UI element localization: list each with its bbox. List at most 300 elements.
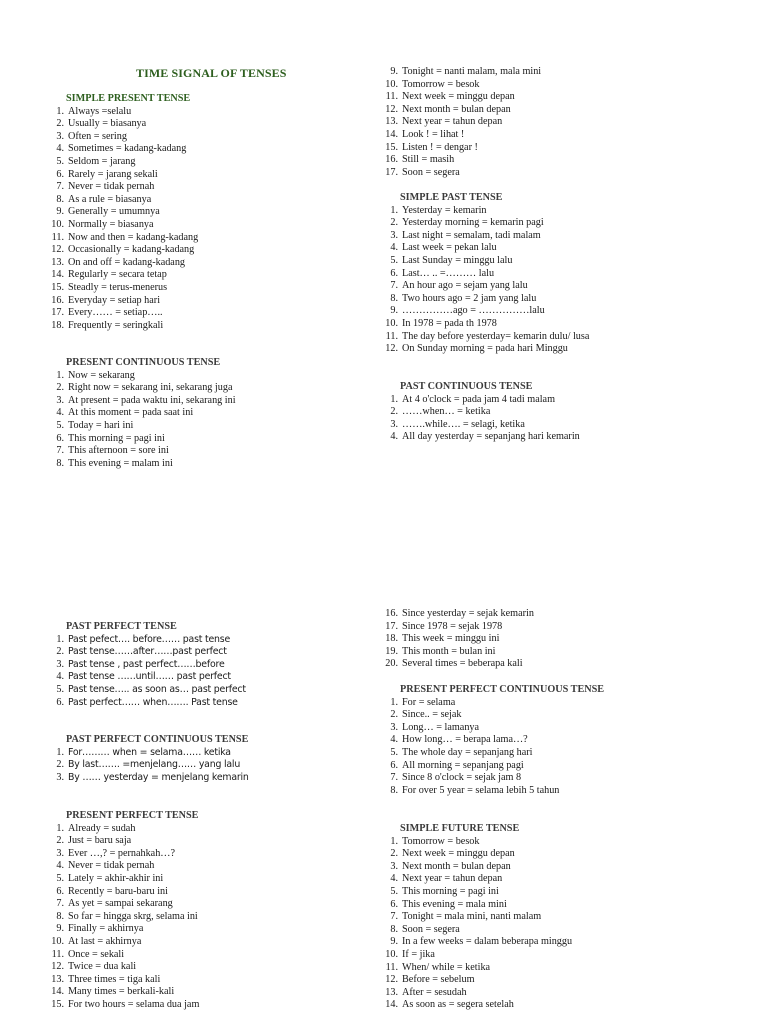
item-number: 4.	[390, 242, 398, 254]
item-text: Now and then = kadang-kadang	[68, 231, 199, 243]
list-item	[382, 936, 572, 949]
item-number: 15.	[385, 141, 398, 153]
item-text: At this moment = pada saat ini	[68, 407, 194, 419]
list-item	[48, 923, 199, 936]
item-number: 14.	[385, 128, 398, 140]
item-number: 1.	[390, 696, 398, 708]
item-number: 2.	[390, 848, 398, 860]
item-text: All day yesterday = sepanjang hari kemarin	[402, 431, 580, 443]
section-heading: SIMPLE PRESENT TENSE	[66, 93, 191, 104]
list-item	[48, 194, 198, 207]
item-number: 18.	[51, 319, 64, 331]
item-text: At present = pada waktu ini, sekarang ini	[68, 394, 236, 406]
item-text: ……………ago = ……………lalu	[402, 305, 545, 317]
item-text: An hour ago = sejam yang lalu	[402, 280, 528, 292]
item-number: 3.	[390, 721, 398, 733]
list-item	[382, 230, 589, 243]
item-number: 6.	[56, 885, 64, 897]
item-text: The whole day = sepanjang hari	[402, 746, 533, 758]
item-number: 2.	[56, 118, 64, 130]
section-simple-present	[48, 93, 198, 332]
list-item	[382, 999, 572, 1012]
item-text: All morning = sepanjang pagi	[402, 759, 524, 771]
item-number: 10.	[51, 935, 64, 947]
item-text: Still = masih	[402, 154, 455, 166]
item-text: Next week = minggu depan	[402, 848, 515, 860]
item-text: Last night = semalam, tadi malam	[402, 229, 541, 241]
item-text: Sometimes = kadang-kadang	[68, 143, 187, 155]
item-text: Since 1978 = sejak 1978	[402, 620, 503, 632]
list-item	[48, 295, 198, 308]
item-number: 16.	[385, 608, 398, 619]
list-item	[48, 974, 199, 987]
item-number: 3.	[56, 130, 64, 142]
list-item	[48, 671, 246, 684]
list-item	[382, 760, 604, 773]
list-item	[48, 169, 198, 182]
item-text: Once = sekali	[68, 948, 125, 960]
item-number: 2.	[56, 382, 64, 394]
item-number: 2.	[390, 709, 398, 721]
list-item	[48, 835, 199, 848]
item-number: 7.	[56, 181, 64, 193]
item-text: By last……. =menjelang…… yang lalu	[68, 759, 241, 771]
item-text: Just = baru saja	[68, 835, 132, 847]
item-text: Past tense……after……past perfect	[68, 646, 227, 658]
item-text: Finally = akhirnya	[68, 923, 144, 935]
list-item	[48, 244, 198, 257]
list-item	[382, 305, 589, 318]
list-item	[48, 156, 198, 169]
list-item	[48, 911, 199, 924]
item-number: 3.	[56, 394, 64, 406]
item-number: 10.	[385, 948, 398, 960]
list-item	[382, 836, 572, 849]
item-number: 13.	[51, 256, 64, 268]
item-number: 4.	[56, 407, 64, 419]
list-item	[382, 962, 572, 975]
item-text: On and off = kadang-kadang	[68, 256, 186, 268]
item-text: Right now = sekarang ini, sekarang juga	[68, 382, 233, 394]
item-number: 5.	[56, 155, 64, 167]
item-number: 9.	[390, 305, 398, 317]
list-item	[382, 142, 541, 155]
item-text: Soon = segera	[402, 923, 460, 935]
list-item	[382, 293, 589, 306]
item-number: 1.	[56, 105, 64, 117]
list-item	[382, 394, 580, 407]
list-item	[382, 658, 534, 671]
list-item	[48, 873, 199, 886]
item-number: 13.	[385, 116, 398, 128]
item-text: Past tense , past perfect……before	[68, 658, 225, 670]
section-present-continuous	[48, 357, 236, 470]
item-number: 5.	[56, 419, 64, 431]
section-heading: PAST PERFECT TENSE	[66, 621, 177, 632]
item-text: Tonight = mala mini, nanti malam	[402, 911, 542, 923]
list-item	[48, 106, 198, 119]
item-number: 18.	[385, 633, 398, 645]
list-item	[382, 331, 589, 344]
list-item	[382, 911, 572, 924]
list-item	[382, 621, 534, 634]
item-number: 11.	[385, 330, 398, 342]
item-text: Regularly = secara tetap	[68, 269, 167, 281]
list-item	[382, 268, 589, 281]
tense-list	[382, 608, 534, 671]
item-number: 12.	[385, 103, 398, 115]
list-item	[48, 949, 199, 962]
item-text: If = jika	[402, 948, 435, 960]
list-item	[48, 232, 198, 245]
list-item	[48, 886, 199, 899]
item-text: Next year = tahun depan	[402, 873, 503, 885]
item-text: In 1978 = pada th 1978	[402, 317, 497, 329]
list-item	[382, 899, 572, 912]
item-text: How long… = berapa lama…?	[402, 734, 528, 746]
list-item	[48, 181, 198, 194]
item-text: On Sunday morning = pada hari Minggu	[402, 343, 568, 355]
item-text: Next year = tahun depan	[402, 116, 503, 128]
item-number: 4.	[390, 734, 398, 746]
item-text: This evening = mala mini	[402, 898, 507, 910]
item-text: Never = tidak pernah	[68, 181, 155, 193]
list-item	[382, 974, 572, 987]
item-text: Listen ! = dengar !	[402, 141, 478, 153]
item-number: 10.	[51, 218, 64, 230]
list-item	[48, 131, 198, 144]
list-item	[382, 343, 589, 356]
item-number: 10.	[385, 78, 398, 90]
item-number: 20.	[385, 658, 398, 670]
item-number: 19.	[385, 645, 398, 657]
list-item	[48, 407, 236, 420]
list-item	[382, 772, 604, 785]
item-text: For over 5 year = selama lebih 5 tahun	[402, 784, 560, 796]
item-number: 1.	[390, 835, 398, 847]
item-number: 2.	[56, 759, 64, 771]
list-item	[48, 986, 199, 999]
item-text: So far = hingga skrg, selama ini	[68, 910, 198, 922]
list-item	[382, 722, 604, 735]
item-text: Last… .. =……… lalu	[402, 267, 495, 279]
item-number: 17.	[385, 620, 398, 632]
page-title: TIME SIGNAL OF TENSES	[136, 66, 287, 80]
item-number: 1.	[56, 746, 64, 758]
item-number: 8.	[390, 292, 398, 304]
item-number: 3.	[390, 229, 398, 241]
list-item	[48, 143, 198, 156]
list-item	[382, 280, 589, 293]
list-item	[382, 785, 604, 798]
list-item	[382, 205, 589, 218]
list-item	[48, 445, 236, 458]
item-text: By …… yesterday = menjelang kemarin	[68, 771, 249, 783]
section-heading: PRESENT PERFECT TENSE	[66, 810, 199, 821]
item-text: Already = sudah	[68, 822, 136, 834]
item-number: 1.	[56, 369, 64, 381]
item-number: 5.	[390, 885, 398, 897]
item-number: 5.	[390, 254, 398, 266]
item-number: 6.	[56, 432, 64, 444]
list-item	[382, 848, 572, 861]
item-text: Next month = bulan depan	[402, 103, 511, 115]
item-number: 2.	[56, 646, 64, 658]
item-number: 1.	[56, 633, 64, 645]
item-number: 17.	[385, 166, 398, 178]
section-heading: SIMPLE PAST TENSE	[400, 192, 503, 203]
item-text: As yet = sampai sekarang	[68, 898, 173, 910]
list-item	[382, 116, 541, 129]
list-item	[382, 104, 541, 117]
tense-list	[382, 205, 589, 356]
item-text: As a rule = biasanya	[68, 193, 152, 205]
section-simple-past	[382, 192, 589, 356]
item-text: This afternoon = sore ini	[68, 445, 169, 457]
item-text: Steadly = terus-menerus	[68, 281, 168, 293]
item-text: Usually = biasanya	[68, 118, 147, 130]
item-number: 15.	[51, 281, 64, 293]
list-item	[382, 431, 580, 444]
tense-list	[48, 106, 198, 333]
item-number: 9.	[390, 66, 398, 77]
list-item	[382, 154, 541, 167]
tense-list	[48, 634, 246, 710]
list-item	[48, 747, 249, 760]
item-text: Rarely = jarang sekali	[68, 168, 158, 180]
item-number: 2.	[56, 835, 64, 847]
item-number: 11.	[51, 231, 64, 243]
item-text: Generally = umumnya	[68, 206, 160, 218]
list-item	[48, 634, 246, 647]
item-number: 1.	[56, 822, 64, 834]
list-item	[48, 219, 198, 232]
list-item	[48, 118, 198, 131]
list-item	[48, 420, 236, 433]
item-text: Next week = minggu depan	[402, 91, 515, 103]
item-number: 2.	[390, 406, 398, 418]
tense-list	[382, 66, 541, 179]
list-item	[48, 370, 236, 383]
item-number: 14.	[385, 999, 398, 1011]
item-number: 14.	[51, 269, 64, 281]
item-number: 17.	[51, 307, 64, 319]
item-number: 11.	[385, 91, 398, 103]
item-number: 9.	[56, 923, 64, 935]
item-number: 5.	[390, 746, 398, 758]
list-item	[48, 382, 236, 395]
list-item	[48, 772, 249, 785]
item-number: 12.	[51, 244, 64, 256]
item-number: 7.	[56, 445, 64, 457]
item-text: At last = akhirnya	[68, 935, 142, 947]
item-number: 8.	[56, 910, 64, 922]
section-heading: PRESENT CONTINUOUS TENSE	[66, 357, 221, 368]
list-item	[382, 129, 541, 142]
tense-list	[382, 836, 572, 1012]
list-item	[48, 697, 246, 710]
list-item	[382, 697, 604, 710]
list-item	[382, 419, 580, 432]
tense-list	[382, 697, 604, 798]
item-text: Tonight = nanti malam, mala mini	[402, 66, 542, 77]
item-text: …….while…. = selagi, ketika	[402, 418, 525, 430]
item-number: 1.	[390, 393, 398, 405]
list-item	[382, 242, 589, 255]
item-text: Tomorrow = besok	[402, 78, 480, 90]
item-text: Seldom = jarang	[68, 155, 136, 167]
item-number: 6.	[390, 267, 398, 279]
item-text: Everyday = setiap hari	[68, 294, 161, 306]
item-number: 4.	[390, 431, 398, 443]
item-text: Last week = pekan lalu	[402, 242, 497, 254]
section-heading: PRESENT PERFECT CONTINUOUS TENSE	[400, 684, 605, 695]
item-number: 3.	[56, 658, 64, 670]
item-text: Past pefect…. before…… past tense	[68, 633, 231, 645]
item-number: 5.	[56, 683, 64, 695]
item-text: Next month = bulan depan	[402, 860, 511, 872]
section-heading: PAST CONTINUOUS TENSE	[400, 381, 533, 392]
item-text: Several times = beberapa kali	[402, 658, 523, 670]
list-item	[48, 307, 198, 320]
item-text: Many times = berkali-kali	[68, 986, 175, 998]
item-number: 8.	[56, 457, 64, 469]
item-text: Tomorrow = besok	[402, 835, 480, 847]
item-text: Past perfect…… when……. Past tense	[68, 696, 238, 708]
item-number: 4.	[56, 143, 64, 155]
item-number: 10.	[385, 317, 398, 329]
list-item	[48, 848, 199, 861]
list-item	[382, 646, 534, 659]
item-text: Since yesterday = sejak kemarin	[402, 608, 534, 619]
list-item	[48, 823, 199, 836]
item-number: 14.	[51, 986, 64, 998]
list-item	[382, 608, 534, 621]
list-item	[48, 206, 198, 219]
list-item	[382, 79, 541, 92]
item-text: Long… = lamanya	[402, 721, 480, 733]
item-text: This evening = malam ini	[68, 457, 173, 469]
item-number: 12.	[51, 961, 64, 973]
item-number: 9.	[390, 936, 398, 948]
item-number: 6.	[56, 168, 64, 180]
item-number: 1.	[390, 204, 398, 216]
item-text: This month = bulan ini	[402, 645, 496, 657]
item-text: Before = sebelum	[402, 974, 475, 986]
item-number: 4.	[56, 671, 64, 683]
item-number: 8.	[390, 923, 398, 935]
item-number: 16.	[385, 154, 398, 166]
item-text: Yesterday = kemarin	[402, 204, 487, 216]
item-text: At 4 o'clock = pada jam 4 tadi malam	[402, 393, 555, 405]
item-text: Always =selalu	[68, 105, 132, 117]
item-text: Twice = dua kali	[68, 961, 137, 973]
list-item	[48, 860, 199, 873]
item-text: Soon = segera	[402, 166, 460, 178]
section-past-perfect-continuous	[48, 734, 249, 784]
list-item	[48, 936, 199, 949]
item-text: Occasionally = kadang-kadang	[68, 244, 195, 256]
list-item	[48, 395, 236, 408]
list-item	[48, 282, 198, 295]
tense-list	[48, 370, 236, 471]
tense-list	[382, 394, 580, 444]
item-number: 12.	[385, 343, 398, 355]
item-text: Recently = baru-baru ini	[68, 885, 168, 897]
section-present-perfect	[48, 810, 199, 1012]
list-item	[382, 255, 589, 268]
tense-list	[48, 823, 199, 1012]
list-item	[48, 433, 236, 446]
item-text: Frequently = seringkali	[68, 319, 164, 331]
list-item	[48, 646, 246, 659]
item-number: 4.	[56, 860, 64, 872]
item-number: 3.	[390, 418, 398, 430]
item-text: Since.. = sejak	[402, 709, 462, 721]
item-number: 6.	[56, 696, 64, 708]
item-number: 6.	[390, 759, 398, 771]
item-text: For = selama	[402, 696, 456, 708]
item-text: Since 8 o'clock = sejak jam 8	[402, 772, 522, 784]
item-text: ……when… = ketika	[402, 406, 491, 418]
item-text: As soon as = segera setelah	[402, 999, 514, 1011]
section-present-perfect-continued	[382, 608, 534, 671]
item-number: 5.	[56, 872, 64, 884]
list-item	[48, 961, 199, 974]
item-text: Three times = tiga kali	[68, 973, 161, 985]
item-text: Two hours ago = 2 jam yang lalu	[402, 292, 537, 304]
item-text: Look ! = lihat !	[402, 128, 465, 140]
item-text: Lately = akhir-akhir ini	[68, 872, 164, 884]
item-text: For two hours = selama dua jam	[68, 998, 200, 1010]
item-number: 6.	[390, 898, 398, 910]
item-text: Today = hari ini	[68, 419, 134, 431]
item-text: This week = minggu ini	[402, 633, 500, 645]
item-number: 3.	[390, 860, 398, 872]
item-number: 8.	[390, 784, 398, 796]
item-text: Often = sering	[68, 130, 127, 142]
item-number: 13.	[51, 973, 64, 985]
list-item	[48, 898, 199, 911]
list-item	[48, 759, 249, 772]
item-text: After = sesudah	[402, 986, 467, 998]
list-item	[382, 987, 572, 1000]
item-number: 15.	[51, 998, 64, 1010]
list-item	[382, 66, 541, 79]
item-text: Past tense….. as soon as… past perfect	[68, 683, 246, 695]
list-item	[382, 406, 580, 419]
item-text: Last Sunday = minggu lalu	[402, 254, 513, 266]
item-number: 7.	[390, 772, 398, 784]
list-item	[382, 318, 589, 331]
item-text: The day before yesterday= kemarin dulu/ lusa	[402, 330, 590, 342]
item-text: Yesterday morning = kemarin pagi	[402, 217, 544, 229]
section-simple-future	[382, 823, 572, 1012]
list-item	[382, 91, 541, 104]
list-item	[382, 217, 589, 230]
item-text: Past tense ……until…… past perfect	[68, 671, 231, 683]
list-item	[382, 734, 604, 747]
list-item	[48, 999, 199, 1012]
item-number: 7.	[56, 898, 64, 910]
item-text: Now = sekarang	[68, 369, 135, 381]
section-heading: PAST PERFECT CONTINUOUS TENSE	[66, 734, 249, 745]
list-item	[48, 458, 236, 471]
item-text: This morning = pagi ini	[68, 432, 165, 444]
item-text: Never = tidak pernah	[68, 860, 155, 872]
section-past-perfect	[48, 621, 246, 709]
item-number: 9.	[56, 206, 64, 218]
